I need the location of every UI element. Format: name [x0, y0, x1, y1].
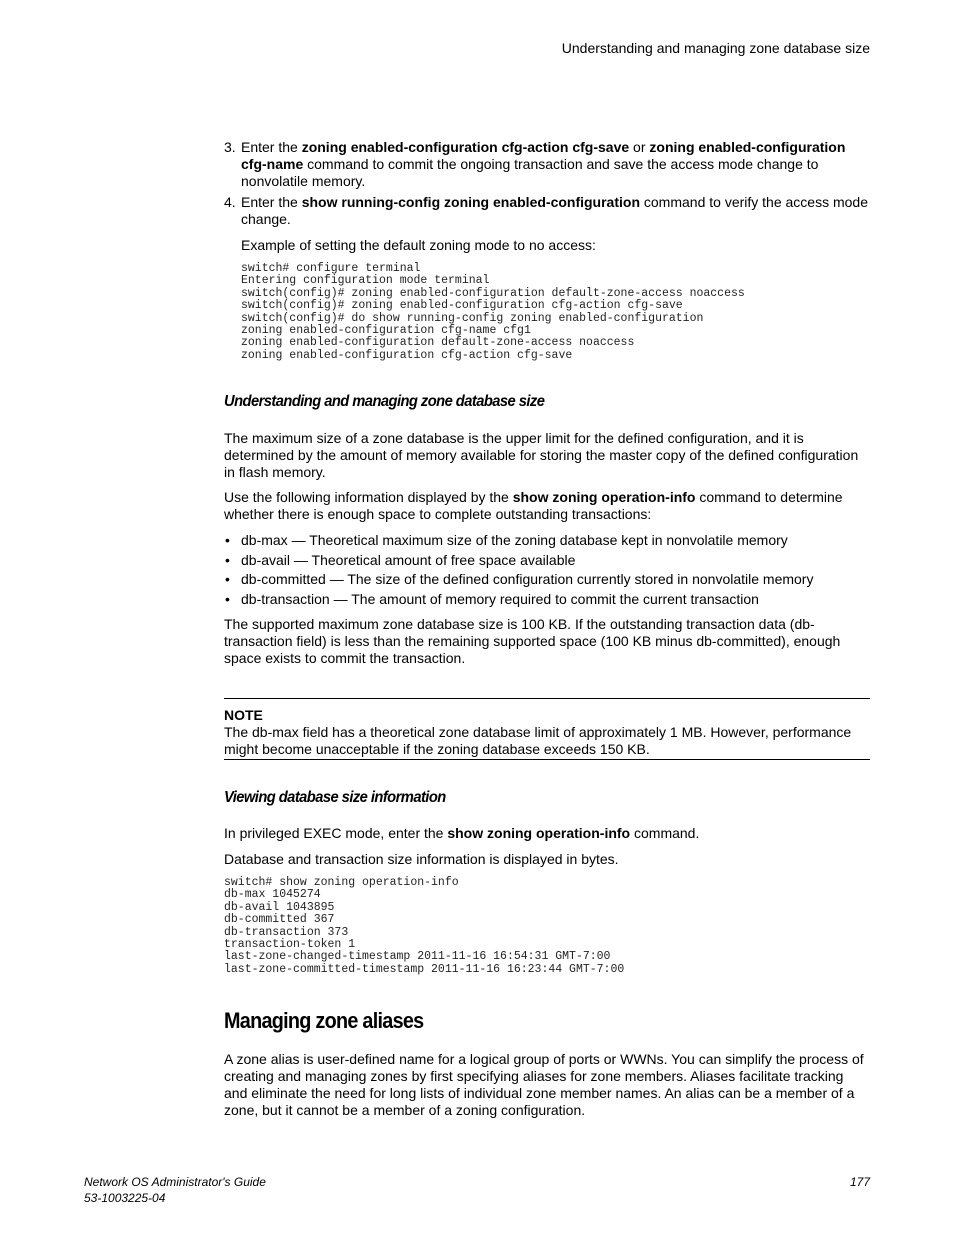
note-rule-bottom — [224, 759, 870, 760]
bullet: • — [225, 571, 230, 587]
step-4 — [224, 194, 871, 228]
list-item: • db-max — Theoretical maximum size of the zoning database kept in nonvolatile memory — [225, 532, 788, 548]
footer-doc-title: Network OS Administrator's Guide — [84, 1175, 266, 1189]
db-size-para-3: The supported maximum zone database size is 100 KB. If the outstanding transaction data (db-transaction field) is less than the remaining supported space (100 KB minus db-committed), enough space exists to commit the transaction. — [224, 616, 841, 666]
step-number: 4. — [224, 194, 236, 210]
section-heading-db-size: Understanding and managing zone database size — [224, 393, 545, 410]
example-caption: Example of setting the default zoning mode to no access: — [241, 237, 596, 253]
db-fields-list — [225, 532, 871, 610]
code-block-operation-info: switch# show zoning operation-info db-max 1045274 db-avail 1043895 db-committed 367 db-transaction 373 transaction-token 1 last-zone-changed-timestamp 2011-11-16 16:54:31 GMT-7:00 last-zone-committed-timestamp 2011-11-16 16:23:44 GMT-7:00 — [224, 876, 625, 976]
viewing-para-1: In privileged EXEC mode, enter the show zoning operation-info command. — [224, 825, 700, 841]
zone-aliases-para: A zone alias is user-defined name for a logical group of ports or WWNs. You can simplify the process of creating and managing zones by first specifying aliases for zone members. Aliases facilitate tracking and eliminate the need for long lists of individual zone member names. An alias can be a member of a zone, but it cannot be a member of a zoning configuration. — [224, 1051, 864, 1118]
list-item: • db-avail — Theoretical amount of free space available — [225, 551, 576, 568]
step-number: 3. — [224, 139, 236, 155]
section-heading-viewing-size: Viewing database size information — [224, 789, 446, 806]
db-size-para-2: Use the following information displayed by the show zoning operation-info command to determine whether there is enough space to complete outstanding transactions: — [224, 489, 843, 522]
footer-page-number: 177 — [849, 1175, 870, 1189]
viewing-para-2: Database and transaction size information is displayed in bytes. — [224, 851, 619, 867]
note-rule-top — [224, 698, 870, 699]
step-text: Enter the show running-config zoning enabled-configuration command to verify the access mode change. — [241, 194, 868, 227]
step-text: Enter the zoning enabled-configuration cfg-action cfg-save or zoning enabled-configuration cfg-name command to commit the ongoing transaction and save the access mode change to nonvolatile memory. — [241, 139, 846, 189]
code-block-config: switch# configure terminal Entering configuration mode terminal switch(config)# zoning enabled-configuration default-zone-access noaccess switch(config)# zoning enabled-configuration cfg-action cfg-save switch(config)# do show running-config zoning enabled-configuration zoning enabled-configuration cfg-name cfg1 zoning enabled-configuration default-zone-access noaccess zoning enabled-configuration cfg-action cfg-save — [241, 262, 745, 362]
note-text: The db-max field has a theoretical zone database limit of approximately 1 MB. However, performance might become unacceptable if the zoning database exceeds 150 KB. — [224, 724, 852, 757]
footer-doc-number: 53-1003225-04 — [84, 1191, 166, 1205]
section-heading-zone-aliases: Managing zone aliases — [224, 1008, 424, 1033]
db-size-para-1: The maximum size of a zone database is the upper limit for the defined configuration, and it is determined by the amount of memory available for storing the master copy of the defined configuration in flash memory. — [224, 430, 859, 480]
bullet: • — [225, 532, 230, 548]
list-item: • db-committed — The size of the defined configuration currently stored in nonvolatile memory — [225, 571, 814, 587]
running-header: Understanding and managing zone database size — [561, 40, 870, 56]
bullet: • — [225, 551, 230, 568]
list-item: • db-transaction — The amount of memory required to commit the current transaction — [225, 590, 759, 607]
note-label: NOTE — [224, 707, 263, 723]
step-3 — [224, 139, 871, 190]
bullet: • — [225, 590, 230, 607]
